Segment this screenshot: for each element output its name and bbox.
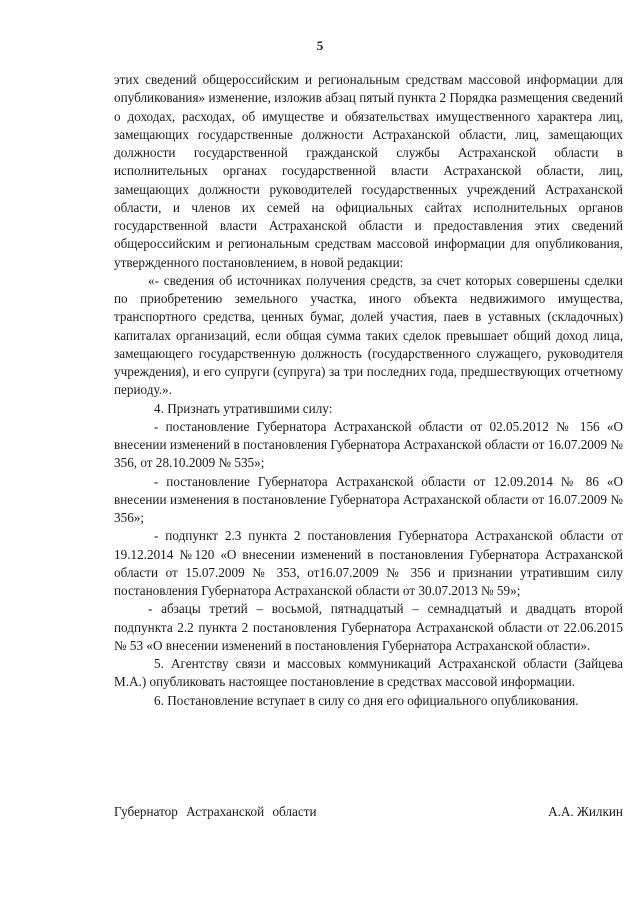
paragraph-repealed-3: - подпункт 2.3 пункта 2 постановления Губернатора Астраханской области от 19.12.2014 №120 «О внесении изменений в постановления Губернатора Астраханской области от 15.07.2009 № 353, от16.07.2009 № 356 и признании утратившим силу постановления Губернатора Астраханской области от 30.07.2013 № 59»; <box>114 528 623 598</box>
signatory-position: Губернатор Астраханской области <box>114 804 317 819</box>
document-body <box>114 71 623 710</box>
page-number: 5 <box>316 38 324 53</box>
paragraph-repealed-4: - абзацы третий – восьмой, пятнадцатый – семнадцатый и двадцать второй подпункта 2.2 пункта 2 постановления Губернатора Астраханской области от 22.06.2015 № 53 «О внесении изменений в постановления Губернатора Астраханской области». <box>114 601 623 653</box>
paragraph-item-5: 5. Агентству связи и массовых коммуникаций Астраханской области (Зайцева М.А.) опубликовать настоящее постановление в средствах массовой информации. <box>114 656 623 690</box>
paragraph-item-4: 4. Признать утратившими силу: <box>154 400 333 416</box>
paragraph-repealed-1: - постановление Губернатора Астраханской области от 02.05.2012 № 156 «О внесении изменений в постановления Губернатора Астраханской области от 16.07.2009 № 356, от 28.10.2009 № 535»; <box>114 418 623 471</box>
signatory-name: А.А. Жилкин <box>548 804 623 819</box>
paragraph-amendment-text: этих сведений общероссийским и региональным средствам массовой информации для опубликования» изменение, изложив абзац пятый пункта 2 Порядка размещения сведений о доходах, расходах, об имуществе и обязательствах имущественного характера лиц, замещающих государственные должности Астраханской области, лиц, замещающих должности государственной гражданской службы Астраханской области в исполнительных органах государственной власти Астраханской области, лиц, замещающих должности руководителей государственных учреждений Астраханской области, и членов их семей на официальных сайтах исполнительных органов государственной власти Астраханской области и предоставления этих сведений общероссийским и региональным средствам массовой информации для опубликования, утвержденного постановлением, в новой редакции: <box>114 72 623 270</box>
paragraph-new-wording: «- сведения об источниках получения средств, за счет которых совершены сделки по приобретению земельного участка, иного объекта недвижимого имущества, транспортного средства, ценных бумаг, долей участия, паев в уставных (складочных) капиталах организаций, если общая сумма таких сделок превышает общий доход лица, замещающего государственную должность (государственного служащего, руководителя учреждения), и его супруги (супруга) за три последних года, предшествующих отчетному периоду.». <box>114 272 623 398</box>
paragraph-item-6: 6. Постановление вступает в силу со дня его официального опубликования. <box>154 692 579 708</box>
paragraph-repealed-2: - постановление Губернатора Астраханской области от 12.09.2014 № 86 «О внесении изменения в постановление Губернатора Астраханской области от 16.07.2009 № 356»; <box>114 473 623 525</box>
